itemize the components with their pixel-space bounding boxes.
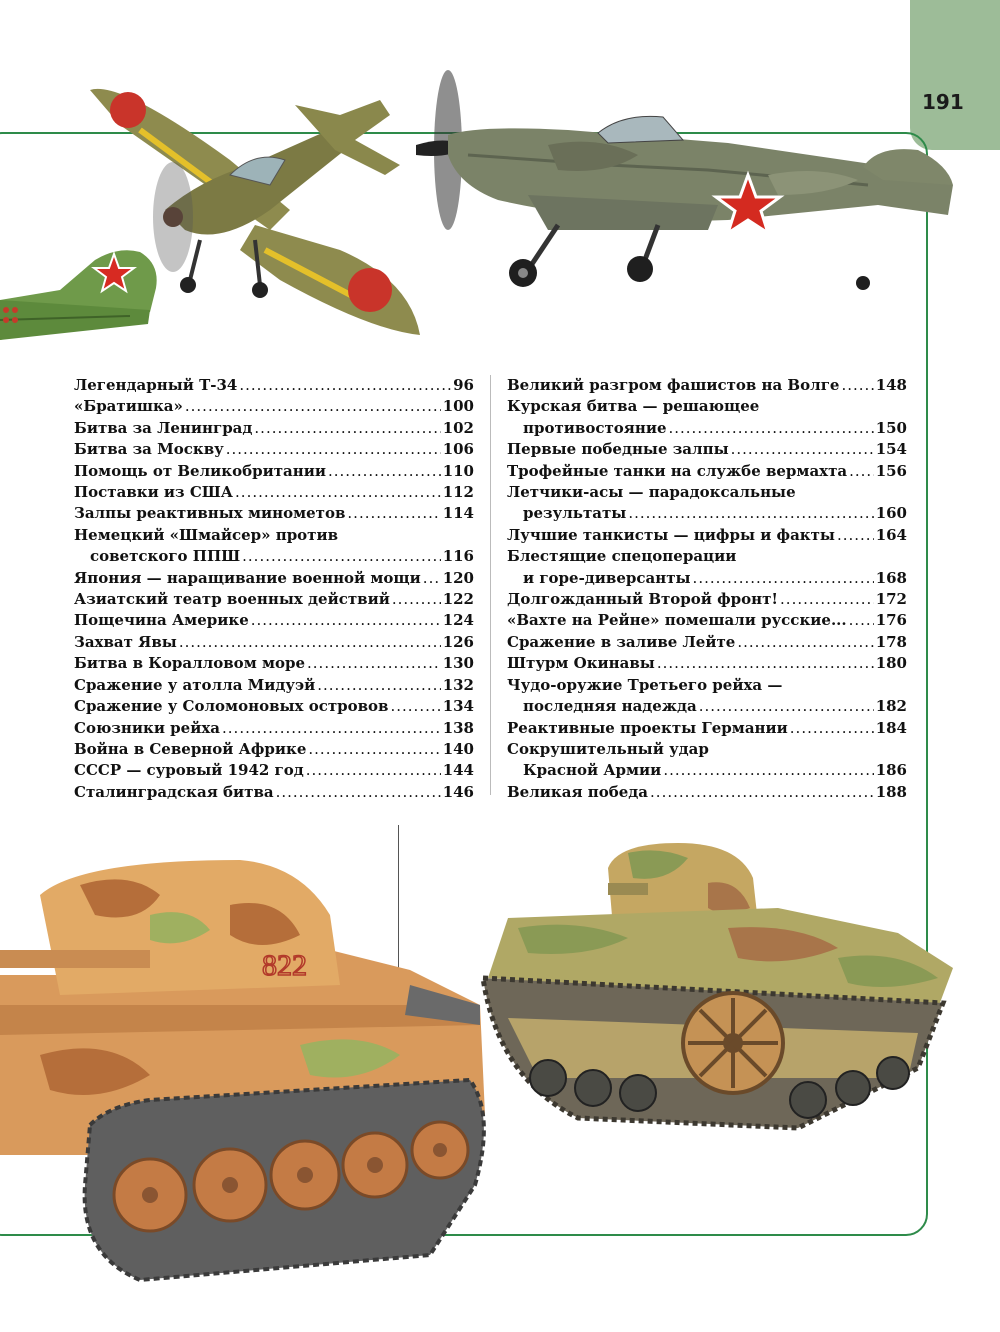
toc-entry-title-continued: и горе-диверсанты bbox=[523, 568, 691, 587]
dot-leader bbox=[307, 653, 441, 674]
toc-page-number: 164 bbox=[875, 525, 907, 544]
toc-entry-title: Чудо-оружие Третьего рейха — bbox=[507, 675, 783, 694]
toc-entry-title: Залпы реактивных минометов bbox=[74, 504, 346, 523]
toc-entry-title: Пощечина Америке bbox=[74, 611, 249, 630]
toc-page-number: 134 bbox=[442, 697, 474, 716]
toc-entry[interactable] bbox=[507, 461, 907, 482]
toc-page-number: 122 bbox=[442, 590, 474, 609]
toc-entry[interactable] bbox=[507, 375, 907, 396]
toc-entry[interactable] bbox=[507, 439, 907, 460]
toc-entry[interactable] bbox=[507, 632, 907, 653]
toc-entry-title: Захват Явы bbox=[74, 632, 177, 651]
toc-page-number: 150 bbox=[875, 418, 907, 437]
toc-page-number: 156 bbox=[875, 461, 907, 480]
toc-left-column bbox=[74, 375, 474, 803]
tank-number: 822 bbox=[262, 949, 307, 982]
toc-entry-title: Сражение у Соломоновых островов bbox=[74, 697, 389, 716]
toc-entry-title: Азиатский театр военных действий bbox=[74, 590, 390, 609]
toc-entry-title: Битва за Ленинград bbox=[74, 418, 253, 437]
toc-entry[interactable] bbox=[74, 718, 474, 739]
dot-leader bbox=[650, 782, 874, 803]
toc-entry-title: Реактивные проекты Германии bbox=[507, 718, 788, 737]
dot-leader bbox=[392, 589, 441, 610]
toc-entry-title: Поставки из США bbox=[74, 483, 234, 502]
toc-entry-title: Война в Северной Африке bbox=[74, 739, 307, 758]
toc-entry[interactable] bbox=[507, 396, 907, 439]
toc-entry-title: Штурм Окинавы bbox=[507, 654, 655, 673]
toc-page-number: 120 bbox=[442, 568, 474, 587]
dot-leader bbox=[780, 589, 874, 610]
toc-page-number: 106 bbox=[442, 440, 474, 459]
toc-page-number: 160 bbox=[875, 504, 907, 523]
toc-entry-title-continued: последняя надежда bbox=[523, 697, 697, 716]
toc-entry-title: Сокрушительный удар bbox=[507, 739, 709, 758]
toc-page-number: 146 bbox=[442, 782, 474, 801]
dot-leader bbox=[628, 503, 873, 524]
dot-leader bbox=[849, 461, 874, 482]
toc-entry-title: Сражение в заливе Лейте bbox=[507, 632, 736, 651]
toc-entry-title: СССР — суровый 1942 год bbox=[74, 761, 304, 780]
dot-leader bbox=[328, 461, 441, 482]
toc-page-number: 112 bbox=[442, 483, 474, 502]
toc-entry-title: Легендарный Т-34 bbox=[74, 376, 238, 394]
toc-entry-title: Союзники рейха bbox=[74, 718, 221, 737]
toc-page-number: 168 bbox=[875, 568, 907, 587]
toc-entry-title: Великая победа bbox=[507, 782, 649, 801]
toc-entry[interactable] bbox=[74, 482, 474, 503]
toc-page-number: 188 bbox=[875, 782, 907, 801]
toc-page-number: 176 bbox=[875, 611, 907, 630]
toc-entry[interactable] bbox=[507, 525, 907, 546]
toc-entry[interactable] bbox=[507, 782, 907, 803]
dot-leader bbox=[347, 503, 440, 524]
toc-entry[interactable] bbox=[74, 739, 474, 760]
dot-leader bbox=[306, 760, 441, 781]
toc-entry-title: Япония — наращивание военной мощи bbox=[74, 568, 421, 587]
dot-leader bbox=[239, 375, 451, 396]
toc-entry[interactable] bbox=[74, 396, 474, 417]
dot-leader bbox=[251, 610, 441, 631]
dot-leader bbox=[663, 760, 873, 781]
toc-entry[interactable] bbox=[74, 782, 474, 803]
toc-entry[interactable] bbox=[507, 610, 907, 631]
toc-entry-title: Сталинградская битва bbox=[74, 782, 274, 801]
dot-leader bbox=[849, 610, 874, 631]
toc-entry[interactable] bbox=[74, 525, 474, 568]
toc-entry[interactable] bbox=[507, 546, 907, 589]
toc-page-number: 130 bbox=[442, 654, 474, 673]
toc-entry[interactable] bbox=[74, 696, 474, 717]
dot-leader bbox=[837, 525, 874, 546]
toc-entry-title-continued: противостояние bbox=[523, 418, 667, 437]
dot-leader bbox=[235, 482, 441, 503]
toc-page-number: 124 bbox=[442, 611, 474, 630]
toc-entry-title: Долгожданный Второй фронт! bbox=[507, 590, 779, 609]
toc-page-number: 114 bbox=[442, 504, 474, 523]
column-divider bbox=[490, 375, 491, 795]
toc-entry-title: Блестящие спецоперации bbox=[507, 547, 737, 566]
toc-entry[interactable] bbox=[74, 675, 474, 696]
toc-page-number: 178 bbox=[875, 632, 907, 651]
dot-leader bbox=[254, 418, 440, 439]
dot-leader bbox=[317, 675, 440, 696]
toc-page-number: 172 bbox=[875, 590, 907, 609]
toc-entry[interactable] bbox=[74, 503, 474, 524]
dot-leader bbox=[390, 696, 440, 717]
toc-page-number: 102 bbox=[442, 418, 474, 437]
dot-leader bbox=[226, 439, 441, 460]
toc-entry[interactable] bbox=[507, 589, 907, 610]
toc-entry-title: Великий разгром фашистов на Волге bbox=[507, 376, 840, 394]
toc-page-number: 186 bbox=[875, 761, 907, 780]
toc-entry[interactable] bbox=[74, 439, 474, 460]
dot-leader bbox=[423, 568, 441, 589]
dot-leader bbox=[693, 568, 874, 589]
toc-entry[interactable] bbox=[74, 632, 474, 653]
dot-leader bbox=[731, 439, 874, 460]
toc-page-number: 144 bbox=[442, 761, 474, 780]
toc-page-number: 100 bbox=[442, 397, 474, 416]
toc-entry-title: Битва в Коралловом море bbox=[74, 654, 306, 673]
dot-leader bbox=[790, 718, 874, 739]
toc-page-number: 126 bbox=[442, 632, 474, 651]
toc-entry[interactable] bbox=[74, 653, 474, 674]
toc-entry-title: «Братишка» bbox=[74, 397, 183, 416]
dot-leader bbox=[185, 396, 441, 417]
toc-page-number: 154 bbox=[875, 440, 907, 459]
toc-entry-title: Немецкий «Шмайсер» против bbox=[74, 525, 339, 544]
toc-entry[interactable] bbox=[507, 653, 907, 674]
dot-leader bbox=[179, 632, 441, 653]
toc-entry-title-continued: результаты bbox=[523, 504, 627, 523]
dot-leader bbox=[841, 375, 873, 396]
panther-tank-illustration bbox=[0, 855, 495, 1290]
dot-leader bbox=[737, 632, 873, 653]
toc-entry[interactable] bbox=[507, 718, 907, 739]
toc-page-number: 96 bbox=[453, 376, 474, 394]
toc-right-column bbox=[507, 375, 907, 803]
toc-page-number: 180 bbox=[875, 654, 907, 673]
toc-entry-title: Лучшие танкисты — цифры и факты bbox=[507, 525, 835, 544]
toc-entry-title: Курская битва — решающее bbox=[507, 397, 760, 416]
toc-entry[interactable] bbox=[74, 610, 474, 631]
page-number: 191 bbox=[922, 90, 964, 114]
dot-leader bbox=[657, 653, 874, 674]
japanese-fighter-illustration bbox=[80, 80, 430, 345]
dot-leader bbox=[668, 418, 873, 439]
toc-entry[interactable] bbox=[74, 418, 474, 439]
toc-entry-title: Первые победные залпы bbox=[507, 440, 729, 459]
dot-leader bbox=[699, 696, 874, 717]
toc-entry-title-continued: Красной Армии bbox=[523, 761, 662, 780]
toc-page-number: 138 bbox=[442, 718, 474, 737]
toc-entry-title-continued: советского ППШ bbox=[90, 547, 241, 566]
toc-entry-title: «Вахте на Рейне» помешали русские... bbox=[507, 611, 847, 630]
toc-entry[interactable] bbox=[74, 589, 474, 610]
toc-page-number: 140 bbox=[442, 739, 474, 758]
dot-leader bbox=[276, 782, 441, 803]
toc-entry[interactable] bbox=[74, 375, 474, 396]
toc-entry-title: Сражение у атолла Мидуэй bbox=[74, 675, 316, 694]
toc-page-number: 116 bbox=[442, 547, 474, 566]
toc-entry[interactable] bbox=[74, 568, 474, 589]
toc-entry[interactable] bbox=[507, 675, 907, 718]
dot-leader bbox=[242, 546, 441, 567]
toc-entry[interactable] bbox=[507, 739, 907, 782]
hurricane-fighter-illustration bbox=[408, 55, 963, 295]
toc-entry-title: Битва за Москву bbox=[74, 440, 224, 459]
dot-leader bbox=[308, 739, 440, 760]
toc-entry[interactable] bbox=[74, 461, 474, 482]
dot-leader bbox=[222, 718, 441, 739]
toc-page-number: 182 bbox=[875, 697, 907, 716]
toc-entry[interactable] bbox=[507, 482, 907, 525]
toc-page-number: 110 bbox=[442, 461, 474, 480]
light-tank-illustration bbox=[478, 838, 958, 1143]
toc-entry[interactable] bbox=[74, 760, 474, 781]
toc-page-number: 148 bbox=[875, 376, 907, 394]
toc-page-number: 184 bbox=[875, 718, 907, 737]
aircraft-number: 10 bbox=[786, 210, 824, 248]
toc-entry-title: Летчики-асы — парадоксальные bbox=[507, 483, 796, 502]
toc-entry-title: Трофейные танки на службе вермахта bbox=[507, 461, 848, 480]
toc-entry-title: Помощь от Великобритании bbox=[74, 461, 326, 480]
toc-page-number: 132 bbox=[442, 675, 474, 694]
